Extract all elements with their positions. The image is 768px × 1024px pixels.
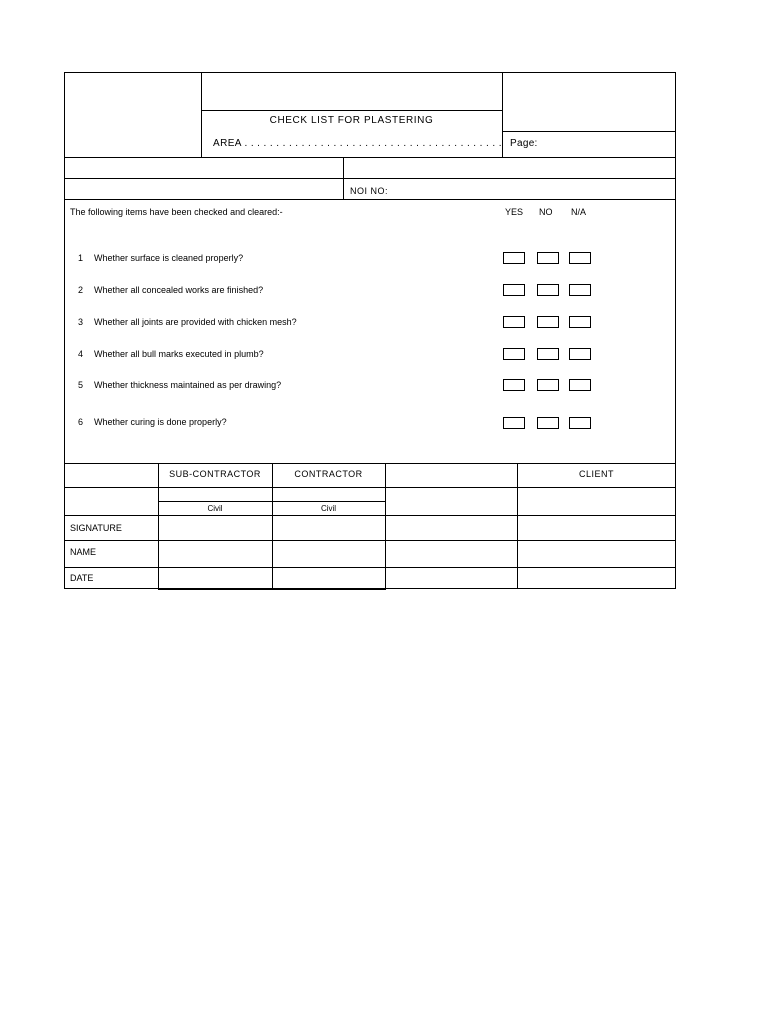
yes-checkbox[interactable] [503, 379, 525, 391]
info-row-mid [64, 178, 676, 179]
column-no: NO [539, 207, 553, 217]
na-checkbox[interactable] [569, 348, 591, 360]
no-checkbox[interactable] [537, 316, 559, 328]
yes-checkbox[interactable] [503, 252, 525, 264]
yes-checkbox[interactable] [503, 417, 525, 429]
item-number: 2 [78, 285, 84, 295]
item-text: Whether all concealed works are finished? [94, 285, 264, 295]
item-text: Whether curing is done properly? [94, 417, 227, 427]
header-title-line [201, 110, 502, 111]
checklist-intro: The following items have been checked and cleared:- [70, 207, 283, 217]
item-number: 3 [78, 317, 84, 327]
item-number: 1 [78, 253, 84, 263]
item-text: Whether surface is cleaned properly? [94, 253, 244, 263]
column-na: N/A [571, 207, 587, 217]
info-divider [343, 157, 344, 199]
column-sub-contractor: SUB-CONTRACTOR [169, 469, 261, 479]
area-field: AREA . . . . . . . . . . . . . . . . . . . . . . . . . . . . . . . . . . . . . . . . . [213, 138, 502, 149]
column-yes: YES [505, 207, 524, 217]
header-divider-right [502, 72, 503, 157]
row-label-date: DATE [70, 573, 94, 583]
row-label-name: NAME [70, 547, 97, 557]
signature-row-line [64, 515, 676, 516]
header-page-line [502, 131, 676, 132]
item-text: Whether all joints are provided with chicken mesh? [94, 317, 297, 327]
na-checkbox[interactable] [569, 252, 591, 264]
item-number: 5 [78, 380, 84, 390]
no-checkbox[interactable] [537, 252, 559, 264]
no-checkbox[interactable] [537, 348, 559, 360]
row-label-signature: SIGNATURE [70, 523, 122, 533]
item-number: 4 [78, 349, 84, 359]
yes-checkbox[interactable] [503, 348, 525, 360]
signoff-top-line [64, 463, 676, 464]
na-checkbox[interactable] [569, 316, 591, 328]
column-client: CLIENT [578, 469, 614, 479]
sub-label-civil: Civil [320, 504, 337, 513]
noi-number-label: NOI NO: [350, 186, 389, 196]
item-text: Whether thickness maintained as per drawing? [94, 380, 282, 390]
signoff-inner-bottom [158, 589, 385, 590]
signoff-col-2 [272, 463, 273, 590]
no-checkbox[interactable] [537, 284, 559, 296]
no-checkbox[interactable] [537, 379, 559, 391]
page-label: Page: [510, 138, 538, 149]
date-row-line [64, 567, 676, 568]
item-text: Whether all bull marks executed in plumb? [94, 349, 264, 359]
yes-checkbox[interactable] [503, 284, 525, 296]
signoff-col-1 [158, 463, 159, 590]
yes-checkbox[interactable] [503, 316, 525, 328]
signoff-col-4 [517, 463, 518, 589]
form-title: CHECK LIST FOR PLASTERING [269, 115, 434, 126]
no-checkbox[interactable] [537, 417, 559, 429]
name-row-line [64, 540, 676, 541]
na-checkbox[interactable] [569, 379, 591, 391]
signoff-col-3 [385, 463, 386, 590]
info-row-bottom [64, 199, 676, 200]
sub-label-civil: Civil [207, 504, 223, 513]
na-checkbox[interactable] [569, 417, 591, 429]
na-checkbox[interactable] [569, 284, 591, 296]
signoff-header-line [64, 487, 676, 488]
column-contractor: CONTRACTOR [294, 469, 363, 479]
info-row-top [64, 157, 676, 158]
item-number: 6 [78, 417, 84, 427]
